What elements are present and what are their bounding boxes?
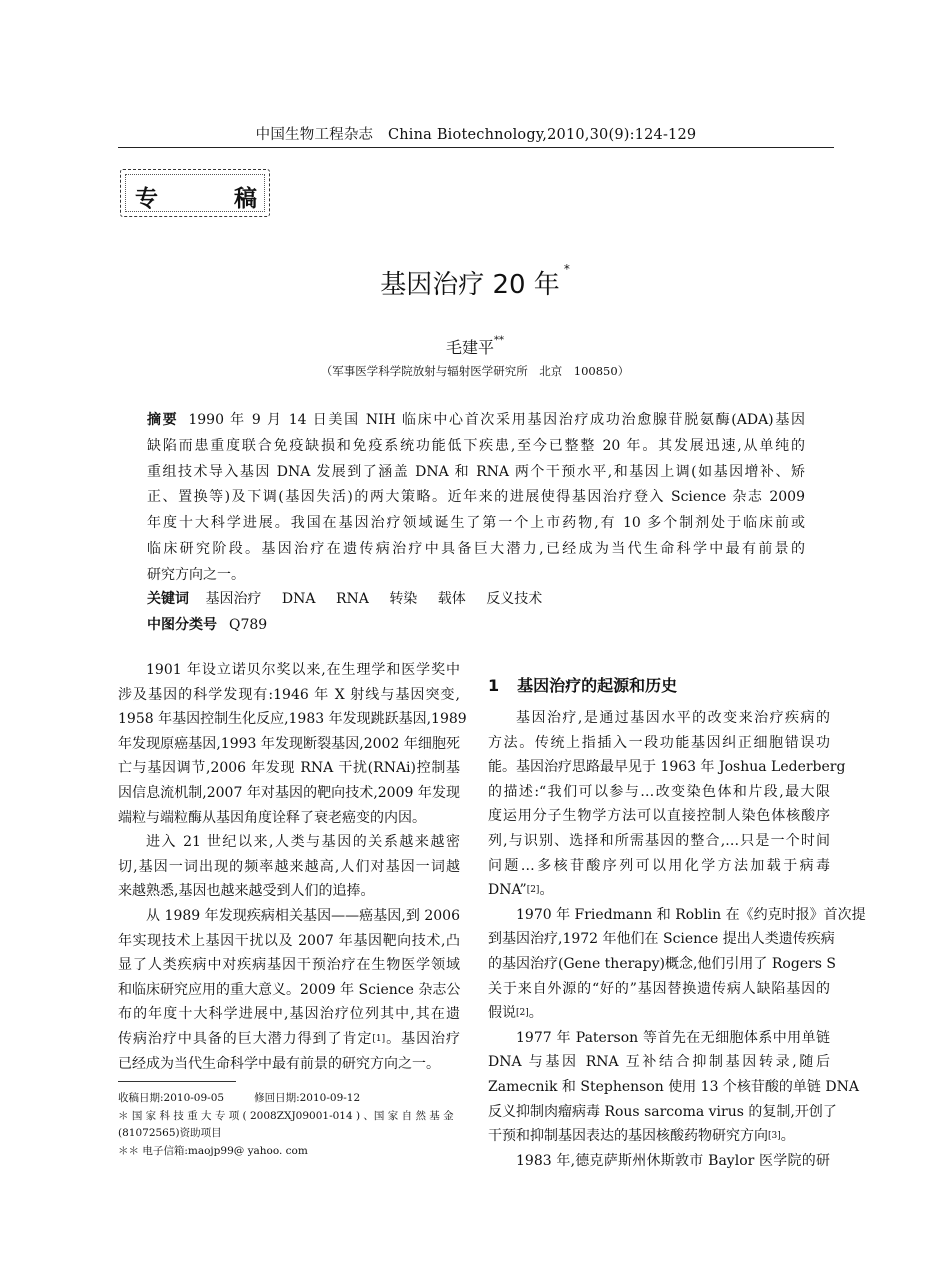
- title-text: 基因治疗 20 年: [380, 270, 560, 300]
- column-label-char-2: 稿: [234, 186, 257, 212]
- article-title: [0, 264, 950, 301]
- citation-ref: [1]: [372, 1033, 386, 1044]
- received-date: 收稿日期:2010-09-05: [118, 1092, 225, 1104]
- classification-value: Q789: [229, 617, 268, 633]
- abstract-line: 正、置换等)及下调(基因失活)的两大策略。近年来的进展使得基因治疗登入 Science 杂志 2009: [147, 489, 805, 506]
- classification: [147, 614, 267, 634]
- paragraph: 1970 年 Friedmann 和 Roblin 在《约克时报》首次提 到基因治疗,1972 年他们在 Science 提出人类遗传疾病 的基因治疗(Gene therapy)概念,他们引用了 Rogers S 关于来自外源的“好的”基因替换遗传病人缺陷基因的 假说[2]。: [488, 906, 866, 1022]
- affiliation: （军事医学科学院放射与辐射医学研究所 北京 100850）: [320, 364, 630, 378]
- keyword: 反义技术: [486, 591, 543, 607]
- abstract: [147, 408, 805, 589]
- header-rule: [118, 147, 834, 148]
- funding-note-cont: (81072565)资助项目: [118, 1127, 222, 1139]
- abstract-line: 临床研究阶段。基因治疗在遗传病治疗中具备巨大潜力,已经成为当代生命科学中最有前景的: [147, 540, 805, 557]
- author-footnote-mark: **: [494, 335, 504, 346]
- keyword: DNA: [281, 591, 316, 607]
- revised-date: 修回日期:2010-09-12: [254, 1092, 361, 1104]
- paragraph: 1983 年,德克萨斯州休斯敦市 Baylor 医学院的研: [516, 1152, 830, 1169]
- citation-ref: [2]: [516, 1008, 529, 1019]
- abstract-label: 摘要: [147, 412, 179, 428]
- classification-label: 中图分类号: [147, 617, 217, 633]
- abstract-line: 年度十大科学进展。我国在基因治疗领域诞生了第一个上市药物,有 10 多个制剂处于临床前或: [147, 515, 805, 532]
- section-heading: [488, 673, 677, 696]
- abstract-line: 摘要 1990 年 9 月 14 日美国 NIH 临床中心首次采用基因治疗成功治愈腺苷脱氨酶(ADA)基因: [147, 412, 805, 428]
- email-note: ＊＊ 电子信箱:maojp99@ yahoo. com: [118, 1144, 308, 1157]
- column-label-box: [120, 169, 270, 217]
- citation-ref: [3]: [768, 1131, 781, 1142]
- footnote-rule: [118, 1081, 236, 1082]
- right-column: [488, 706, 866, 1173]
- keywords-label: 关键词: [147, 591, 189, 607]
- section-title: 基因治疗的起源和历史: [517, 676, 678, 695]
- abstract-line: 重组技术导入基因 DNA 发展到了涵盖 DNA 和 RNA 两个干预水平,和基因上调(如基因增补、矫: [147, 463, 805, 480]
- keyword: 基因治疗: [205, 591, 262, 607]
- running-header: 中国生物工程杂志 China Biotechnology,2010,30(9):124-129: [255, 127, 697, 143]
- funding-note: ＊ 国 家 科 技 重 大 专 项 ( 2008ZXJ09001-014 ) 、国 家 自 然 基 金: [118, 1109, 454, 1122]
- keyword: 转染: [389, 591, 418, 607]
- paragraph: 1977 年 Paterson 等首先在无细胞体系中用单链 DNA 与基因 RNA 互补结合抑制基因转录,随后 Zamecnik 和 Stephenson 使用 13 个核苷酸的单链 DNA 反义抑制肉瘤病毒 Rous sarcoma virus 的复制,开创了 干预和抑制基因表达的基因核酸药物研究方向[3]。: [488, 1029, 859, 1145]
- column-label-char-1: 专: [135, 186, 158, 212]
- paragraph: 1901 年设立诺贝尔奖以来,在生理学和医学奖中 涉及基因的科学发现有:1946 年 X 射线与基因突变, 1958 年基因控制生化反应,1983 年发现跳跃基因,1989 年发现原癌基因,1993 年发现断裂基因,2002 年细胞死 亡与基因调节,2006 年发现 RNA 干扰(RNAi)控制基 因信息流机制,2007 年对基因的靶向技术,2009 年发现 端粒与端粒酶从基因角度诠释了衰老癌变的内因。: [118, 662, 467, 826]
- title-footnote-mark: *: [563, 262, 570, 276]
- keyword: 载体: [437, 591, 466, 607]
- abstract-line: 研究方向之一。: [147, 566, 245, 583]
- keyword: RNA: [335, 591, 369, 607]
- abstract-line: 缺陷而患重度联合免疫缺损和免疫系统功能低下疾患,至今已整整 20 年。其发展迅速,从单纯的: [147, 437, 805, 454]
- keywords: [147, 588, 558, 608]
- citation-ref: [2]: [526, 885, 540, 896]
- author-name: 毛建平: [445, 338, 494, 357]
- paragraph: 进入 21 世纪以来,人类与基因的关系越来越密 切,基因一词出现的频率越来越高,人们对基因一词越 来越熟悉,基因也越来越受到人们的追捧。: [118, 834, 460, 900]
- paragraph: 从 1989 年发现疾病相关基因——癌基因,到 2006 年实现技术上基因干扰以及 2007 年基因靶向技术,凸 显了人类疾病中对疾病基因干预治疗在生物医学领域 和临床研究应用的重大意义。2009 年 Science 杂志公 布的年度十大科学进展中,基因治疗位列其中,其在遗 传病治疗中具备的巨大潜力得到了肯定[1]。基因治疗 已经成为当代生命科学中最有前景的研究方向之一。: [118, 907, 461, 1072]
- left-column: [118, 658, 467, 1076]
- section-number: 1: [488, 676, 500, 695]
- footnotes: [118, 1090, 463, 1160]
- author-line: [0, 335, 950, 358]
- paragraph: 基因治疗,是通过基因水平的改变来治疗疾病的 方法。传统上指插入一段功能基因纠正细胞错误功 能。基因治疗思路最早见于 1963 年 Joshua Lederberg 的描述:“我们可以参与…改变染色体和片段,最大限 度运用分子生物学方法可以直接控制人染色体核酸序 列,与识别、选择和所需基因的整合,…只是一个时间 问题…多核苷酸序列可以用化学方法加载于病毒 DNA”[2]。: [488, 710, 846, 899]
